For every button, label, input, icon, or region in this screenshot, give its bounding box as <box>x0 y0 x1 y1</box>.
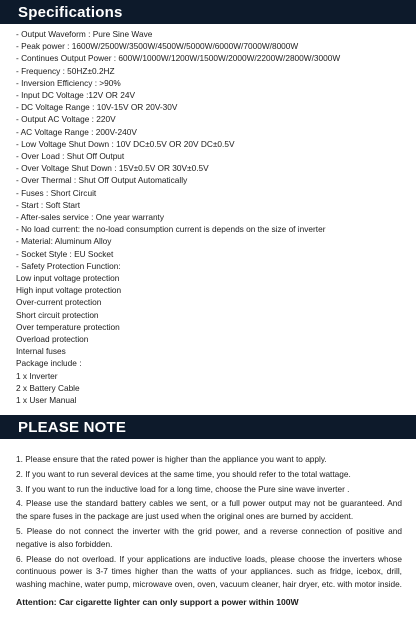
spec-line: - Safety Protection Function: <box>16 260 121 271</box>
spec-line: 1 x Inverter <box>16 370 58 381</box>
spec-line: 2 x Battery Cable <box>16 382 80 393</box>
specifications-title: Specifications <box>18 3 123 21</box>
spec-line: 1 x User Manual <box>16 395 77 406</box>
spec-line: - Material: Aluminum Alloy <box>16 236 112 247</box>
spec-line: - No load current: the no-load consumption current is depends on the size of inverter <box>16 224 326 235</box>
spec-line: - Continues Output Power : 600W/1000W/1200W/1500W/2000W/2200W/2800W/3000W <box>16 53 341 64</box>
specifications-header <box>0 0 416 24</box>
spec-line: Overload protection <box>16 334 89 345</box>
note-item: 5. Please do not connect the inverter with the grid power, and a reverse connection of positive and negative is also forbidden. <box>16 525 402 549</box>
spec-line: Low input voltage protection <box>16 273 120 284</box>
note-item: 3. If you want to run the inductive load for a long time, choose the Pure sine wave inverter . <box>16 483 350 494</box>
spec-line: - Over Load : Shut Off Output <box>16 151 125 162</box>
note-item: 2. If you want to run several devices at the same time, you should refer to the total wattage. <box>16 468 351 479</box>
spec-line: - Fuses : Short Circuit <box>16 187 97 198</box>
spec-line: - Start : Soft Start <box>16 199 81 210</box>
spec-line: Internal fuses <box>16 346 66 357</box>
spec-line: - DC Voltage Range : 10V-15V OR 20V-30V <box>16 102 178 113</box>
spec-line: - Over Thermal : Shut Off Output Automatically <box>16 175 188 186</box>
please-note-title: PLEASE NOTE <box>18 418 127 436</box>
spec-line: Package include : <box>16 358 82 369</box>
spec-line: - Over Voltage Shut Down : 15V±0.5V OR 30V±0.5V <box>16 163 209 174</box>
attention-note: Attention: Car cigarette lighter can only support a power within 100W <box>16 596 299 607</box>
specifications-list <box>0 24 416 405</box>
note-item: 6. Please do not overload. If your applications are inductive loads, please choose the inverters whose continuous power is 3-7 times higher than the watts of your appliances. such as fridge, icebox, drill, washing machine, water pump, microwave oven, oven, vacuum cleaner, hair dryer, etc. with motor inside. <box>16 553 402 590</box>
spec-line: - AC Voltage Range : 200V-240V <box>16 126 137 137</box>
note-item: 4. Please use the standard battery cables we sent, or a full power output may not be guaranteed. And the spare fuses in the package are just used when the original ones are burned by accident. <box>16 498 402 522</box>
spec-line: - After-sales service : One year warranty <box>16 212 165 223</box>
spec-line: - Inversion Efficiency : >90% <box>16 77 121 88</box>
spec-line: - Low Voltage Shut Down : 10V DC±0.5V OR 20V DC±0.5V <box>16 138 235 149</box>
spec-line: Over-current protection <box>16 297 102 308</box>
spec-line: - Output AC Voltage : 220V <box>16 114 116 125</box>
spec-line: - Input DC Voltage :12V OR 24V <box>16 90 135 101</box>
section-gap <box>0 405 416 415</box>
spec-line: Over temperature protection <box>16 321 120 332</box>
spec-line: - Frequency : 50HZ±0.2HZ <box>16 65 115 76</box>
note-item: 1. Please ensure that the rated power is higher than the appliance you want to apply. <box>16 454 327 464</box>
spec-line: - Peak power : 1600W/2500W/3500W/4500W/5000W/6000W/7000W/8000W <box>16 41 299 52</box>
please-note-header <box>0 415 416 439</box>
spec-line: - Output Waveform : Pure Sine Wave <box>16 29 153 39</box>
spec-line: - Socket Style : EU Socket <box>16 248 114 259</box>
spec-line: Short circuit protection <box>16 309 99 320</box>
spec-line: High input voltage protection <box>16 285 122 296</box>
notes-list <box>0 439 416 607</box>
